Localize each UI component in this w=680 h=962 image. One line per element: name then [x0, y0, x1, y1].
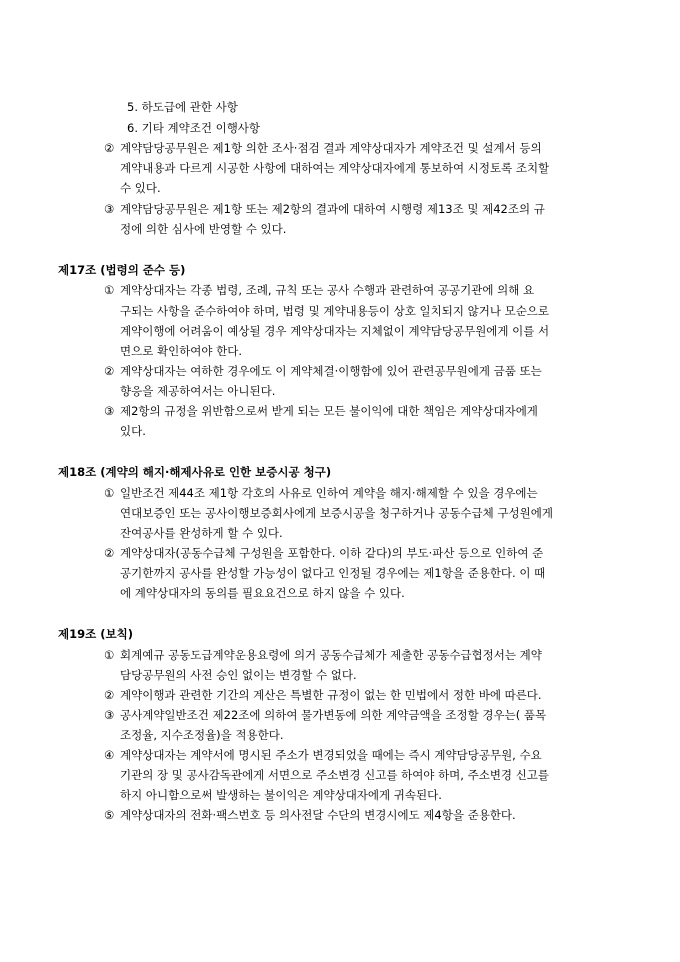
paragraph-line: 계약상대자는 여하한 경우에도 이 계약체결·이행함에 있어 관련공무원에게 금품 또는	[120, 364, 542, 378]
paragraph-line: 연대보증인 또는 공사이행보증회사에게 보증시공을 청구하거나 공동수급체 구성원에게	[120, 506, 553, 520]
paragraph-line: 제2항의 규정을 위반함으로써 받게 되는 모든 불이익에 대한 책임은 계약상대자에게	[120, 404, 538, 418]
paragraph-line: 정에 의한 심사에 반영할 수 있다.	[120, 222, 287, 236]
paragraph-marker: ⑤	[104, 808, 115, 822]
paragraph-marker: ④	[104, 748, 115, 762]
paragraph-line: 있다.	[120, 424, 146, 438]
article-19-title: 제19조 (보칙)	[58, 627, 133, 641]
paragraph-line: 에 계약상대자의 동의를 필요요건으로 하지 않을 수 있다.	[120, 586, 405, 600]
paragraph-line: 회계예규 공동도급계약운용요령에 의거 공동수급체가 제출한 공동수급협정서는 계약	[120, 648, 542, 662]
paragraph-marker: ②	[104, 141, 115, 155]
paragraph-line: 계약내용과 다르게 시공한 사항에 대하여는 계약상대자에게 통보하여 시정토록 조치할	[120, 161, 550, 175]
paragraph-line: 계약상대자는 각종 법령, 조례, 규칙 또는 공사 수행과 관련하여 공공기관에 의해 요	[120, 283, 535, 297]
list-item-5: 5. 하도급에 관한 사항	[127, 100, 238, 114]
article-17-title: 제17조 (법령의 준수 등)	[58, 263, 186, 277]
paragraph-line: 면으로 확인하여야 한다.	[120, 344, 243, 358]
paragraph-line: 향응을 제공하여서는 아니된다.	[120, 384, 276, 398]
paragraph-line: 기관의 장 및 공사감독관에게 서면으로 주소변경 신고를 하여야 하며, 주소변경 신고를	[120, 768, 550, 782]
paragraph-line: 담당공무원의 사전 승인 없이는 변경할 수 없다.	[120, 668, 357, 682]
paragraph-marker: ③	[104, 202, 115, 216]
paragraph-line: 공사계약일반조건 제22조에 의하여 물가변동에 의한 계약금액을 조정할 경우는( 품목	[120, 708, 547, 722]
paragraph-line: 일반조건 제44조 제1항 각호의 사유로 인하여 계약을 해지·해제할 수 있을 경우에는	[120, 486, 538, 500]
paragraph-line: 잔여공사를 완성하게 할 수 있다.	[120, 526, 283, 540]
paragraph-line: 계약이행에 어려움이 예상될 경우 계약상대자는 지체없이 계약담당공무원에게 이를 서	[120, 324, 550, 338]
paragraph-line: 계약담당공무원은 제1항 또는 제2항의 결과에 대하여 시행령 제13조 및 제42조의 규	[120, 202, 545, 216]
paragraph-marker: ②	[104, 364, 115, 378]
paragraph-marker: ③	[104, 404, 115, 418]
paragraph-line: 계약이행과 관련한 기간의 계산은 특별한 규정이 없는 한 민법에서 정한 바에 따른다.	[120, 688, 542, 702]
paragraph-marker: ③	[104, 708, 115, 722]
paragraph-marker: ①	[104, 486, 115, 500]
paragraph-line: 공기한까지 공사를 완성할 가능성이 없다고 인정될 경우에는 제1항을 준용한다. 이 때	[120, 566, 546, 580]
paragraph-marker: ①	[104, 648, 115, 662]
paragraph-marker: ②	[104, 546, 115, 560]
paragraph-line: 계약상대자(공동수급체 구성원을 포함한다. 이하 같다)의 부도·파산 등으로 인하여 준	[120, 546, 544, 560]
paragraph-line: 수 있다.	[120, 181, 161, 195]
paragraph-marker: ②	[104, 688, 115, 702]
paragraph-line: 계약상대자의 전화·팩스번호 등 의사전달 수단의 변경시에도 제4항을 준용한다.	[120, 808, 516, 822]
article-18-title: 제18조 (계약의 해지·해제사유로 인한 보증시공 청구)	[58, 465, 332, 479]
paragraph-line: 계약담당공무원은 제1항 의한 조사·점검 결과 계약상대자가 계약조건 및 설계서 등의	[120, 141, 542, 155]
paragraph-marker: ①	[104, 283, 115, 297]
paragraph-line: 구되는 사항을 준수하여야 하며, 법령 및 계약내용등이 상호 일치되지 않거나 모순으로	[120, 304, 550, 318]
paragraph-line: 하지 아니함으로써 발생하는 불이익은 계약상대자에게 귀속된다.	[120, 788, 442, 802]
list-item-6: 6. 기타 계약조건 이행사항	[127, 121, 261, 135]
paragraph-line: 계약상대자는 계약서에 명시된 주소가 변경되었을 때에는 즉시 계약담당공무원, 수요	[120, 748, 542, 762]
paragraph-line: 조정율, 지수조정율)을 적용한다.	[120, 728, 284, 742]
